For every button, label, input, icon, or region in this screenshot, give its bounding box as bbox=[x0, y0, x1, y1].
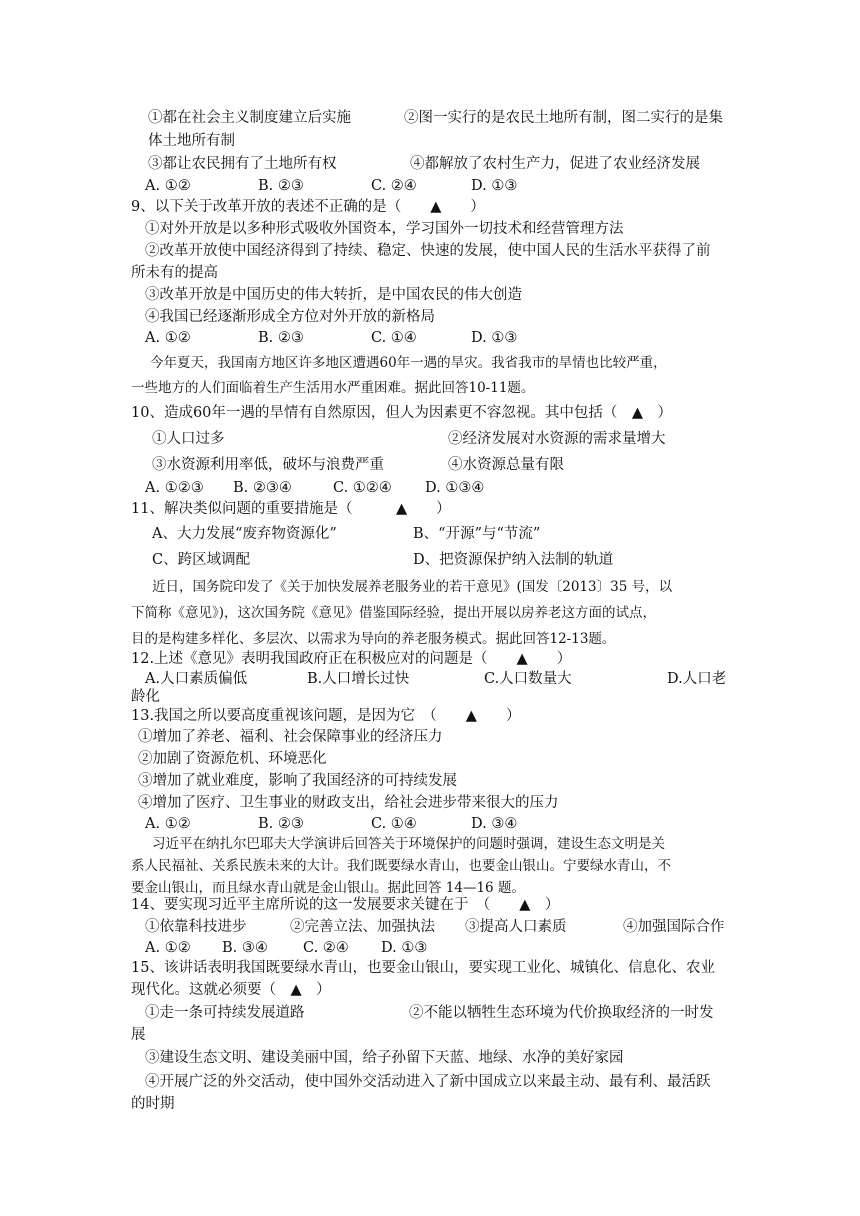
q14-option-b: B. ③④ bbox=[222, 940, 268, 956]
q10-statement-1: ①人口过多 bbox=[152, 431, 225, 447]
passage1-line-2: 一些地方的人们面临着生产生活用水严重困难。据此回答10-11题。 bbox=[131, 380, 535, 396]
q13-statement-3: ③增加了就业难度，影响了我国经济的可持续发展 bbox=[138, 773, 457, 789]
q8-statement-3: ③都让农民拥有了土地所有权 bbox=[148, 156, 337, 172]
q11-option-c: C、跨区域调配 bbox=[152, 552, 251, 568]
q13-statement-4: ④增加了医疗、卫生事业的财政支出，给社会进步带来很大的压力 bbox=[138, 795, 559, 811]
q13-option-b: B. ②③ bbox=[258, 816, 304, 832]
q11-stem: 11、解决类似问题的重要措施是（ ▲ ） bbox=[131, 501, 451, 517]
q13-stem: 13.我国之所以要高度重视该问题，是因为它 （ ▲ ） bbox=[131, 708, 521, 724]
q15-statement-4-cont: 的时期 bbox=[131, 1096, 175, 1112]
q9-option-d: D. ①③ bbox=[471, 330, 518, 346]
q8-statement-1: ①都在社会主义制度建立后实施 bbox=[148, 110, 351, 126]
q13-option-a: A. ①② bbox=[145, 816, 191, 832]
q12-option-b: B.人口增长过快 bbox=[307, 671, 410, 687]
q9-stem: 9、以下关于改革开放的表述不正确的是（ ▲ ） bbox=[131, 199, 485, 215]
q15-statement-3: ③建设生态文明、建设美丽中国，给子孙留下天蓝、地绿、水净的美好家园 bbox=[145, 1050, 624, 1066]
passage2-line-3: 目的是构建多样化、多层次、以需求为导向的养老服务模式。据此回答12-13题。 bbox=[131, 631, 616, 647]
q8-option-d: D. ①③ bbox=[471, 178, 518, 194]
q15-statement-1: ①走一条可持续发展道路 bbox=[145, 1005, 305, 1021]
q10-stem: 10、造成60年一遇的旱情有自然原因，但人为因素更不容忽视。其中包括（ ▲ ） bbox=[131, 405, 673, 421]
q8-statement-4: ④都解放了农村生产力，促进了农业经济发展 bbox=[410, 156, 700, 172]
q8-option-c: C. ②④ bbox=[371, 178, 417, 194]
q14-stem: 14、要实现习近平主席所说的这一发展要求关键在于 （ ▲ ） bbox=[131, 897, 560, 913]
q12-option-d-cont: 龄化 bbox=[131, 689, 160, 705]
q13-statement-2: ②加剧了资源危机、环境恶化 bbox=[138, 751, 327, 767]
q14-option-a: A. ①② bbox=[145, 940, 191, 956]
passage2-line-1: 近日，国务院印发了《关于加快发展养老服务业的若干意见》(国发〔2013〕35 号，以 bbox=[152, 579, 673, 595]
q11-option-d: D、把资源保护纳入法制的轨道 bbox=[413, 552, 614, 568]
q10-statement-4: ④水资源总量有限 bbox=[448, 457, 564, 473]
q9-statement-3: ③改革开放是中国历史的伟大转折，是中国农民的伟大创造 bbox=[145, 287, 522, 303]
q9-statement-1: ①对外开放是以多种形式吸收外国资本，学习国外一切技术和经营管理方法 bbox=[145, 221, 624, 237]
q9-statement-4: ④我国已经逐渐形成全方位对外开放的新格局 bbox=[145, 309, 435, 325]
q9-statement-2-cont: 所未有的提高 bbox=[131, 265, 218, 281]
q15-stem-line-2: 现代化。这就必须要（ ▲ ） bbox=[131, 982, 331, 998]
q14-statement-4: ④加强国际合作 bbox=[623, 919, 725, 935]
passage3-line-2: 系人民福祉、关系民族未来的大计。我们既要绿水青山，也要金山银山。宁要绿水青山，不 bbox=[131, 858, 671, 874]
q13-statement-1: ①增加了养老、福利、社会保障事业的经济压力 bbox=[138, 729, 443, 745]
q8-option-a: A. ①② bbox=[145, 178, 191, 194]
q15-statement-2-cont: 展 bbox=[131, 1027, 146, 1043]
q11-option-a: A、大力发展“废弃物资源化” bbox=[152, 526, 337, 542]
q9-statement-2: ②改革开放使中国经济得到了持续、稳定、快速的发展，使中国人民的生活水平获得了前 bbox=[145, 243, 711, 259]
q8-statement-2: ②图一实行的是农民土地所有制，图二实行的是集 bbox=[404, 110, 723, 126]
passage3-line-1: 习近平在纳扎尔巴耶夫大学演讲后回答关于环境保护的问题时强调，建设生态文明是关 bbox=[152, 836, 665, 852]
q12-stem: 12.上述《意见》表明我国政府正在积极应对的问题是（ ▲ ） bbox=[131, 651, 572, 667]
q12-option-a: A.人口素质偏低 bbox=[145, 671, 248, 687]
q10-option-c: C. ①②④ bbox=[333, 480, 392, 496]
q14-option-c: C. ②④ bbox=[303, 940, 349, 956]
q14-statement-2: ②完善立法、加强执法 bbox=[290, 919, 435, 935]
q14-statement-3: ③提高人口素质 bbox=[465, 919, 567, 935]
q13-option-d: D. ③④ bbox=[471, 816, 518, 832]
q15-stem-line-1: 15、该讲话表明我国既要绿水青山，也要金山银山，要实现工业化、城镇化、信息化、农业 bbox=[131, 960, 715, 976]
q11-option-b: B、“开源”与“节流” bbox=[413, 526, 541, 542]
q9-option-c: C. ①④ bbox=[371, 330, 417, 346]
q10-statement-3: ③水资源利用率低，破坏与浪费严重 bbox=[152, 457, 384, 473]
passage1-line-1: 今年夏天，我国南方地区许多地区遭遇60年一遇的旱灾。我省我市的旱情也比较严重， bbox=[150, 355, 667, 371]
q10-option-a: A. ①②③ bbox=[145, 480, 204, 496]
q14-statement-1: ①依靠科技进步 bbox=[145, 919, 247, 935]
q15-statement-4: ④开展广泛的外交活动，使中国外交活动进入了新中国成立以来最主动、最有利、最活跃 bbox=[145, 1074, 711, 1090]
q8-option-b: B. ②③ bbox=[258, 178, 304, 194]
q14-option-d: D. ①③ bbox=[381, 940, 428, 956]
q15-statement-2: ②不能以牺牲生态环境为代价换取经济的一时发 bbox=[409, 1005, 714, 1021]
q13-option-c: C. ①④ bbox=[371, 816, 417, 832]
q9-option-b: B. ②③ bbox=[258, 330, 304, 346]
passage3-line-3: 要金山银山，而且绿水青山就是金山银山。据此回答 14—16 题。 bbox=[131, 880, 525, 896]
q12-option-c: C.人口数量大 bbox=[484, 671, 572, 687]
q12-option-d: D.人口老 bbox=[667, 671, 727, 687]
q10-statement-2: ②经济发展对水资源的需求量增大 bbox=[448, 431, 666, 447]
q9-option-a: A. ①② bbox=[145, 330, 191, 346]
q10-option-b: B. ②③④ bbox=[233, 480, 292, 496]
passage2-line-2: 下简称《意见》)，这次国务院《意见》借鉴国际经验，提出开展以房养老这方面的试点， bbox=[131, 605, 657, 621]
q8-statement-2-cont: 体土地所有制 bbox=[148, 133, 235, 149]
q10-option-d: D. ①③④ bbox=[425, 480, 485, 496]
